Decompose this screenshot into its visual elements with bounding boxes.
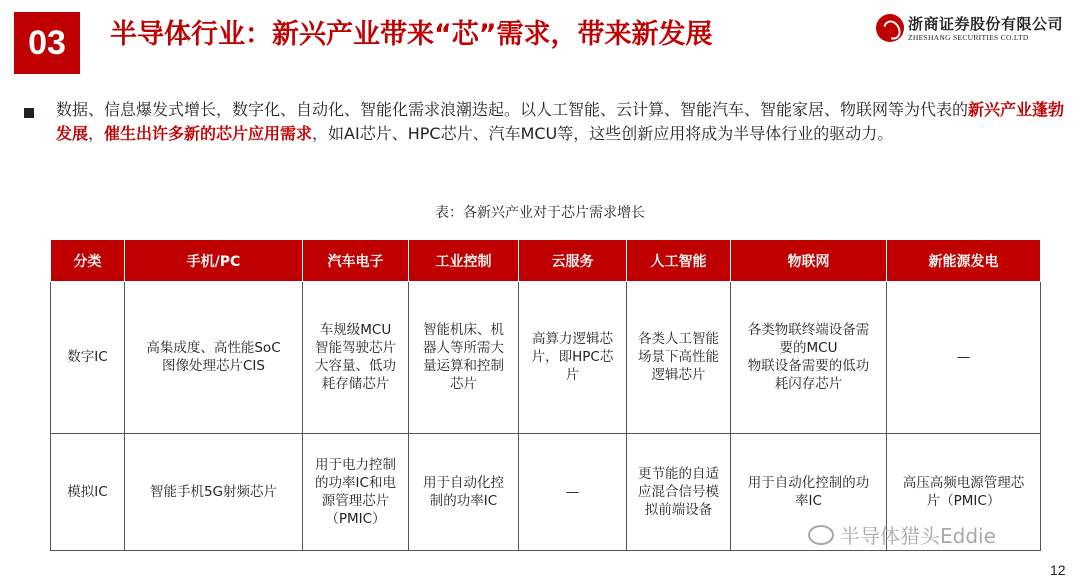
logo-name-cn: 浙商证券股份有限公司 [908,15,1064,33]
cell-text: 器人等所需大 [423,340,504,357]
table-header-row [51,240,1041,282]
cell-text: 量运算和控制 [423,358,504,375]
intro-text-1: 数据、信息爆发式增长，数字化、自动化、智能化需求浪潮迭起。以人工智能、云计算、智能汽车、智能家居、物联网等为代表的 [56,100,969,119]
cell-text: 率IC [795,492,822,509]
cell-text: 智能驾驶芯片 [315,340,396,357]
cell-text: 要的MCU [779,340,838,357]
intro-text-3: ，如AI芯片、HPC芯片、汽车MCU等，这些创新应用将成为半导体行业的驱动力。 [312,124,894,143]
cell-text: 源管理芯片 [321,492,390,509]
cell-text: 片 [565,367,580,384]
cell-text: — [956,349,971,366]
table-cell [125,282,303,434]
cell-text: — [565,483,580,500]
table-cell [409,433,519,550]
cell-text: 更节能的自适 [638,465,719,482]
cell-text: 片（PMIC） [926,492,1001,509]
table-cell [627,433,731,550]
table-caption: 表：各新兴产业对于芯片需求增长 [435,205,645,221]
cell-text: 应混合信号模 [638,483,719,500]
intro-highlight-1: 新兴产业蓬勃发展 [56,100,1065,143]
table-cell [51,282,125,434]
cell-text: 的功率IC和电 [315,474,396,491]
table-cell [519,433,627,550]
intro-text-2: ， [88,124,105,143]
logo-mark-icon [876,14,904,42]
cell-text: 用于自动化控制的功 [747,474,870,491]
chip-demand-table [50,239,1041,551]
table-cell [409,282,519,434]
cell-text: 智能手机5G射频芯片 [149,483,278,500]
cell-text: 物联设备需要的低功 [747,358,870,375]
cell-text: 模拟IC [67,483,108,500]
cell-text: 用于电力控制 [315,456,396,473]
page-title: 半导体行业：新兴产业带来“芯”需求，带来新发展 [110,19,713,50]
cell-text: 车规级MCU [319,322,392,339]
cell-text: （PMIC） [325,510,386,527]
table-cell [887,282,1041,434]
header-phone-pc: 手机/PC [125,240,303,282]
table-row [51,282,1041,434]
wechat-icon [808,525,834,545]
table-cell [519,282,627,434]
bullet-square-icon [24,108,34,118]
header-category: 分类 [51,240,125,282]
cell-text: 逻辑芯片 [651,367,706,384]
table-cell [627,282,731,434]
page-number: 12 [1050,562,1066,578]
cell-text: 高压高频电源管理芯 [902,474,1025,491]
company-logo [876,14,1070,46]
header-ai: 人工智能 [627,240,731,282]
cell-text: 高集成度、高性能SoC [146,340,281,357]
header-industrial-control: 工业控制 [409,240,519,282]
cell-text: 拟前端设备 [644,501,713,518]
cell-text: 用于自动化控 [423,474,504,491]
cell-text: 制的功率IC [429,492,498,509]
watermark [808,520,996,549]
cell-text: 耗存储芯片 [321,376,390,393]
header-new-energy: 新能源发电 [887,240,1041,282]
table-cell [303,282,409,434]
cell-text: 图像处理芯片CIS [162,358,265,375]
header-auto-electronics: 汽车电子 [303,240,409,282]
cell-text: 高算力逻辑芯 [532,331,613,348]
cell-text: 智能机床、机 [423,322,504,339]
cell-text: 场景下高性能 [638,349,719,366]
cell-text: 各类物联终端设备需 [747,322,870,339]
cell-text: 大容量、低功 [315,358,396,375]
cell-text: 数字IC [67,349,108,366]
cell-text: 耗闪存芯片 [774,376,843,393]
header-cloud-service: 云服务 [519,240,627,282]
intro-highlight-2: 催生出许多新的芯片应用需求 [104,124,313,143]
cell-text: 各类人工智能 [638,331,719,348]
table-cell [303,433,409,550]
intro-paragraph [56,98,1066,146]
header-iot: 物联网 [731,240,887,282]
logo-name-en: ZHESHANG SECURITIES CO.LTD [908,33,1029,42]
table-cell [731,282,887,434]
section-number-badge: 03 [14,12,80,74]
watermark-text: 半导体猎头Eddie [840,524,996,548]
table-cell [51,433,125,550]
cell-text: 片，即HPC芯 [531,349,614,366]
table-cell [125,433,303,550]
cell-text: 芯片 [450,376,477,393]
